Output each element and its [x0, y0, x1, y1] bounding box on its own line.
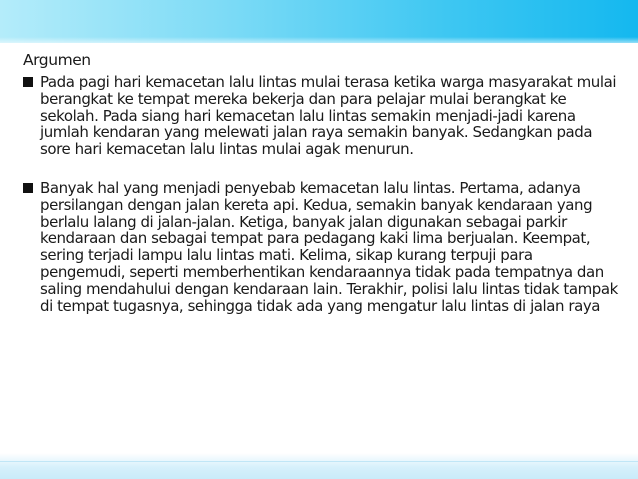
slide-title: Argumen [23, 51, 91, 69]
square-bullet-icon [23, 183, 33, 193]
bullet-text: Pada pagi hari kemacetan lalu lintas mulai terasa ketika warga masyarakat mulai berangkat ke tempat mereka bekerja dan para pelajar mulai berangkat ke sekolah. Pada siang hari kemacetan lalu lintas semakin menjadi-jadi karena jumlah kendaran yang melewati jalan raya semakin banyak. Sedangkan pada sore hari kemacetan lalu lintas mulai agak menurun. [40, 73, 617, 159]
bullet-item-2 [20, 180, 620, 314]
square-bullet-icon [23, 77, 33, 87]
header-band [0, 0, 638, 43]
footer-band [0, 453, 638, 479]
bullet-item-1 [20, 74, 620, 158]
slide-content [20, 50, 620, 314]
bullet-text: Banyak hal yang menjadi penyebab kemacetan lalu lintas. Pertama, adanya persilangan dengan jalan kereta api. Kedua, semakin banyak kendaraan yang berlalu lalang di jalan-jalan. Ketiga, banyak jalan digunakan sebagai parkir kendaraan dan sebagai tempat para pedagang kaki lima berjualan. Keempat, sering terjadi lampu lalu lintas mati. Kelima, sikap kurang terpuji para pengemudi, seperti memberhentikan kendaraannya tidak pada tempatnya dan saling mendahului dengan kendaraan lain. Terakhir, polisi lalu lintas tidak tampak di tempat tugasnya, sehingga tidak ada yang mengatur lalu lintas di jalan raya [40, 178, 618, 315]
